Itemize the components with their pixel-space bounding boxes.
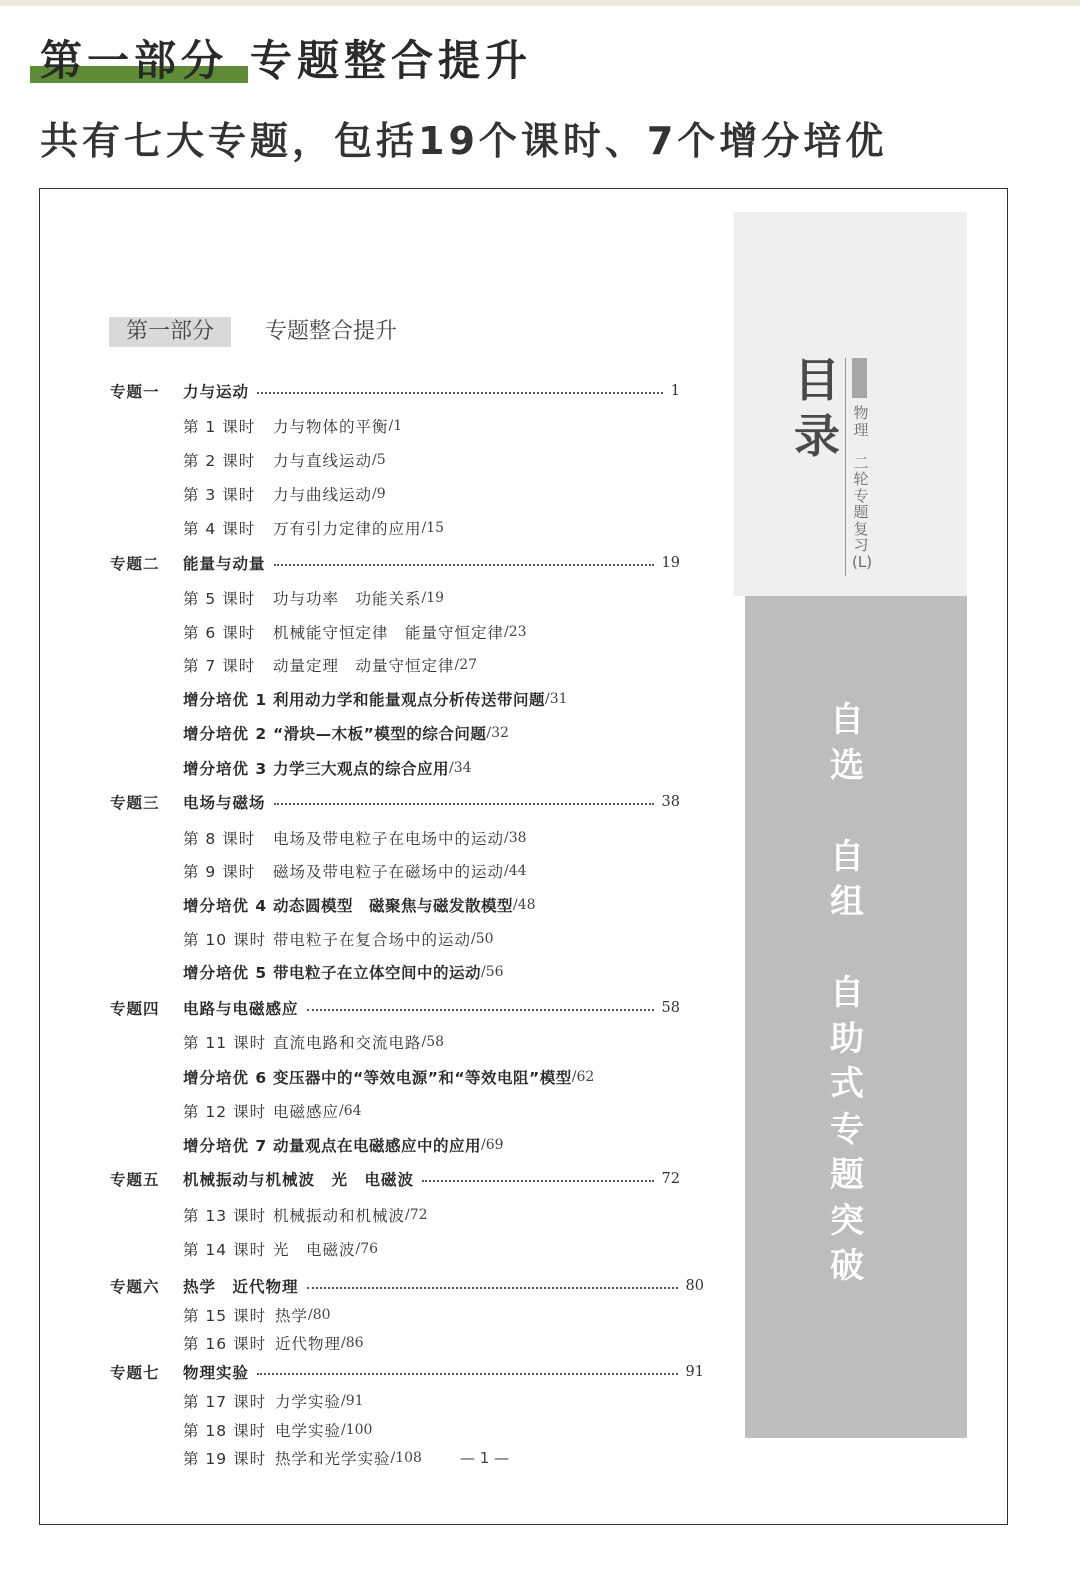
topic-label: 专题五 [110, 1171, 160, 1189]
bonus-page-separator: / [481, 1137, 486, 1153]
side-gray-block [852, 358, 867, 398]
bonus-label: 增分培优 6 [183, 1069, 268, 1087]
lesson-page-number: 91 [345, 1393, 364, 1409]
slogan-char: 助 [830, 1018, 864, 1059]
toc-lesson-entry[interactable] [183, 1389, 364, 1413]
lesson-page-separator: / [372, 452, 377, 468]
bonus-page-number: 56 [485, 964, 504, 980]
toc-topic-entry[interactable] [110, 1274, 704, 1298]
lesson-label: 第 3 课时 [183, 486, 256, 504]
lesson-title: 直流电路和交流电路 [273, 1034, 422, 1052]
toc-lesson-entry[interactable] [183, 1331, 364, 1355]
dot-leader [422, 1180, 654, 1182]
toc-bonus-entry[interactable] [183, 893, 536, 917]
slogan-char: 选 [830, 745, 864, 786]
lesson-label: 第 16 课时 [183, 1335, 267, 1353]
lesson-label: 第 4 课时 [183, 520, 256, 538]
toc-topic-entry[interactable] [110, 790, 680, 814]
lesson-label: 第 11 课时 [183, 1034, 267, 1052]
lesson-page-separator: / [339, 1103, 344, 1119]
toc-bonus-entry[interactable] [183, 1065, 594, 1089]
bonus-page-number: 62 [576, 1069, 595, 1085]
bonus-title: 带电粒子在立体空间中的运动 [273, 964, 482, 982]
lesson-label: 第 6 课时 [183, 624, 256, 642]
bonus-label: 增分培优 4 [183, 897, 268, 915]
bonus-label: 增分培优 7 [183, 1137, 268, 1155]
topic-label: 专题二 [110, 555, 160, 573]
slogan-char: 自 [830, 836, 864, 877]
lesson-title: 带电粒子在复合场中的运动 [273, 931, 472, 949]
slogan-char: 式 [830, 1064, 864, 1104]
bonus-label: 增分培优 5 [183, 964, 268, 982]
bonus-label: 增分培优 3 [183, 760, 268, 778]
part-title-subject: 专题整合提升 [250, 36, 533, 85]
toc-lesson-entry[interactable] [183, 1099, 362, 1123]
topic-label: 专题四 [110, 1000, 160, 1018]
topic-title: 热学 近代物理 [183, 1278, 299, 1296]
lesson-title: 磁场及带电粒子在磁场中的运动 [273, 863, 505, 881]
topic-page-number: 91 [685, 1364, 704, 1380]
lesson-label: 第 19 课时 [183, 1450, 267, 1468]
lesson-page-number: 86 [345, 1335, 364, 1351]
lesson-label: 第 10 课时 [183, 931, 267, 949]
slogan-char: 自 [830, 973, 864, 1013]
slogan-char: 组 [830, 882, 864, 922]
lesson-page-number: 80 [312, 1307, 331, 1323]
lesson-title: 力与物体的平衡 [273, 418, 389, 436]
toc-lesson-entry[interactable] [183, 653, 477, 677]
book-title-char: 物 [853, 404, 869, 422]
bonus-page-separator: / [481, 964, 486, 980]
lesson-title: 力与直线运动 [273, 452, 373, 470]
summary-subtitle: 共有七大专题，包括19个课时、7个增分培优 [40, 119, 888, 163]
bonus-title: 动量观点在电磁感应中的应用 [273, 1137, 482, 1155]
lesson-page-separator: / [471, 931, 476, 947]
lesson-label: 第 12 课时 [183, 1103, 267, 1121]
topic-label: 专题一 [110, 383, 160, 401]
lesson-title: 力与曲线运动 [273, 486, 373, 504]
lesson-label: 第 14 课时 [183, 1241, 267, 1259]
lesson-page-separator: / [421, 590, 427, 606]
slogan-char: 突 [830, 1200, 864, 1241]
dot-leader [257, 392, 663, 394]
topic-page-number: 72 [661, 1171, 680, 1187]
toc-lesson-entry[interactable] [183, 859, 527, 883]
dot-leader [257, 1373, 678, 1375]
lesson-page-number: 108 [395, 1450, 422, 1466]
side-panel-top [734, 212, 967, 596]
toc-topic-entry[interactable] [110, 379, 680, 403]
toc-lesson-entry[interactable] [183, 448, 386, 472]
lesson-page-number: 19 [426, 590, 445, 606]
lesson-label: 第 7 课时 [183, 657, 256, 675]
bonus-label: 增分培优 1 [183, 691, 268, 709]
bonus-title: 利用动力学和能量观点分析传送带问题 [273, 691, 546, 709]
lesson-label: 第 15 课时 [183, 1307, 267, 1325]
lesson-page-number: 76 [360, 1241, 379, 1257]
book-title-char: 二 [853, 453, 869, 472]
lesson-title: 电学实验 [275, 1422, 342, 1440]
lesson-page-number: 27 [459, 657, 478, 673]
lesson-title: 力学实验 [275, 1393, 342, 1411]
lesson-title: 光 电磁波 [273, 1241, 356, 1259]
topic-label: 专题三 [110, 794, 160, 812]
book-title-char: 专 [853, 486, 869, 505]
toc-lesson-entry[interactable] [183, 414, 402, 438]
toc-lesson-entry[interactable] [183, 1030, 444, 1054]
lesson-page-number: 5 [376, 452, 386, 468]
lesson-label: 第 18 课时 [183, 1422, 267, 1440]
slogan-char: 专 [830, 1109, 864, 1150]
topic-page-number: 1 [670, 383, 680, 399]
lesson-page-separator: / [454, 657, 460, 673]
book-title-char: 复 [853, 519, 869, 538]
dot-leader [307, 1009, 654, 1011]
part-title [40, 28, 532, 88]
side-divider-line [845, 358, 846, 576]
lesson-page-number: 1 [393, 418, 403, 434]
toc-lesson-entry[interactable] [183, 620, 527, 644]
lesson-page-separator: / [388, 418, 394, 434]
lesson-page-number: 50 [475, 931, 494, 947]
toc-lesson-entry[interactable] [183, 516, 444, 540]
lesson-title: 机械振动和机械波 [273, 1207, 406, 1225]
book-title-char: 习 [853, 536, 869, 554]
lesson-label: 第 5 课时 [183, 590, 256, 608]
lesson-page-separator: / [421, 520, 427, 536]
bonus-title: 动态圆模型 磁聚焦与磁发散模型 [273, 897, 514, 915]
slogan-char: 自 [830, 700, 864, 740]
lesson-page-number: 23 [508, 624, 527, 640]
lesson-title: 机械能守恒定律 能量守恒定律 [273, 624, 505, 642]
lesson-title: 热学和光学实验 [275, 1450, 391, 1468]
lesson-page-separator: / [355, 1241, 361, 1257]
lesson-page-number: 100 [345, 1422, 373, 1438]
lesson-title: 电场及带电粒子在电场中的运动 [273, 830, 505, 848]
lesson-label: 第 8 课时 [183, 830, 256, 848]
lesson-label: 第 17 课时 [183, 1393, 267, 1411]
dot-leader [274, 803, 654, 805]
toc-bonus-entry[interactable] [183, 721, 509, 745]
lesson-page-separator: / [504, 624, 509, 640]
lesson-label: 第 2 课时 [183, 452, 256, 470]
contents-heading [793, 352, 841, 464]
lesson-page-separator: / [405, 1207, 410, 1223]
slogan-char: 题 [830, 1155, 864, 1195]
toc-topic-entry[interactable] [110, 1167, 680, 1191]
topic-title: 电场与磁场 [183, 794, 266, 812]
bonus-title: 力学三大观点的综合应用 [273, 760, 450, 778]
contents-heading-char: 目 [794, 353, 840, 407]
toc-topic-entry[interactable] [110, 551, 680, 575]
bonus-title: “滑块—木板”模型的综合问题 [273, 725, 487, 743]
book-title-char: (L) [852, 552, 873, 571]
part-title-number: 第一部分 [40, 36, 229, 85]
bonus-page-number: 31 [549, 691, 568, 707]
page-number: — 1 — [460, 1449, 510, 1467]
lesson-page-number: 72 [409, 1207, 428, 1223]
lesson-title: 功与功率 功能关系 [273, 590, 422, 608]
bonus-page-separator: / [486, 725, 492, 741]
lesson-title: 电磁感应 [273, 1103, 340, 1121]
lesson-page-number: 58 [426, 1034, 445, 1050]
toc-topic-entry[interactable] [110, 1360, 704, 1384]
lesson-page-separator: / [341, 1422, 346, 1438]
slogan-char: 破 [830, 1246, 864, 1286]
bonus-page-separator: / [545, 691, 550, 707]
lesson-page-separator: / [341, 1335, 346, 1351]
top-border-strip [0, 0, 1080, 6]
bonus-page-number: 48 [517, 897, 536, 913]
toc-bonus-entry[interactable] [183, 756, 472, 780]
contents-heading-char: 录 [794, 409, 840, 463]
part-tag: 第一部分 [109, 317, 231, 347]
book-title-char: 轮 [853, 470, 869, 488]
bonus-page-number: 34 [453, 760, 472, 776]
lesson-title: 近代物理 [275, 1335, 342, 1353]
topic-page-number: 19 [661, 555, 680, 571]
toc-lesson-entry[interactable] [183, 927, 494, 951]
lesson-title: 热学 [275, 1307, 309, 1325]
toc-bonus-entry[interactable] [183, 687, 568, 711]
dot-leader [307, 1287, 678, 1289]
bonus-page-separator: / [571, 1069, 577, 1085]
toc-lesson-entry[interactable] [183, 482, 386, 506]
lesson-label: 第 9 课时 [183, 863, 256, 881]
lesson-page-number: 15 [426, 520, 445, 536]
lesson-page-separator: / [308, 1307, 313, 1323]
topic-page-number: 38 [661, 794, 680, 810]
bonus-page-number: 69 [485, 1137, 504, 1153]
topic-title: 力与运动 [183, 383, 250, 401]
lesson-label: 第 13 课时 [183, 1207, 267, 1225]
topic-page-number: 58 [661, 1000, 680, 1016]
part-tag-title: 专题整合提升 [265, 319, 398, 344]
bonus-page-number: 32 [491, 725, 509, 741]
book-title-char: 理 [853, 420, 869, 439]
book-vertical-title [852, 404, 873, 571]
lesson-page-number: 9 [376, 486, 386, 502]
dot-leader [274, 564, 654, 566]
slogan-char [822, 789, 872, 835]
lesson-page-separator: / [390, 1450, 396, 1466]
toc-lesson-entry[interactable] [183, 1446, 422, 1470]
toc-lesson-entry[interactable] [183, 826, 527, 850]
lesson-page-separator: / [341, 1393, 346, 1409]
lesson-page-number: 44 [508, 863, 527, 879]
side-slogan [822, 698, 872, 1290]
topic-title: 机械振动与机械波 光 电磁波 [183, 1171, 415, 1189]
bonus-title: 变压器中的“等效电源”和“等效电阻”模型 [273, 1069, 572, 1087]
toc-bonus-entry[interactable] [183, 1133, 504, 1157]
lesson-page-separator: / [504, 830, 509, 846]
topic-label: 专题七 [110, 1364, 160, 1382]
toc-lesson-entry[interactable] [183, 586, 444, 610]
topic-title: 物理实验 [183, 1364, 250, 1382]
bonus-label: 增分培优 2 [183, 725, 268, 743]
topic-label: 专题六 [110, 1278, 160, 1296]
bonus-page-separator: / [513, 897, 518, 913]
slogan-char [822, 926, 872, 972]
lesson-title: 动量定理 动量守恒定律 [273, 657, 455, 675]
lesson-page-number: 38 [508, 830, 527, 846]
toc-topic-entry[interactable] [110, 996, 680, 1020]
lesson-page-separator: / [421, 1034, 427, 1050]
book-title-char: 题 [853, 503, 869, 521]
topic-title: 电路与电磁感应 [183, 1000, 299, 1018]
topic-title: 能量与动量 [183, 555, 266, 573]
toc-lesson-entry[interactable] [183, 1203, 428, 1227]
lesson-page-separator: / [372, 486, 377, 502]
toc-lesson-entry[interactable] [183, 1418, 372, 1442]
lesson-page-number: 64 [343, 1103, 362, 1119]
toc-lesson-entry[interactable] [183, 1303, 331, 1327]
topic-page-number: 80 [685, 1278, 704, 1294]
bonus-page-separator: / [449, 760, 454, 776]
lesson-label: 第 1 课时 [183, 418, 256, 436]
toc-bonus-entry[interactable] [183, 960, 504, 984]
lesson-title: 万有引力定律的应用 [273, 520, 422, 538]
toc-lesson-entry[interactable] [183, 1237, 378, 1261]
book-title-char [852, 438, 870, 455]
lesson-page-separator: / [504, 863, 509, 879]
